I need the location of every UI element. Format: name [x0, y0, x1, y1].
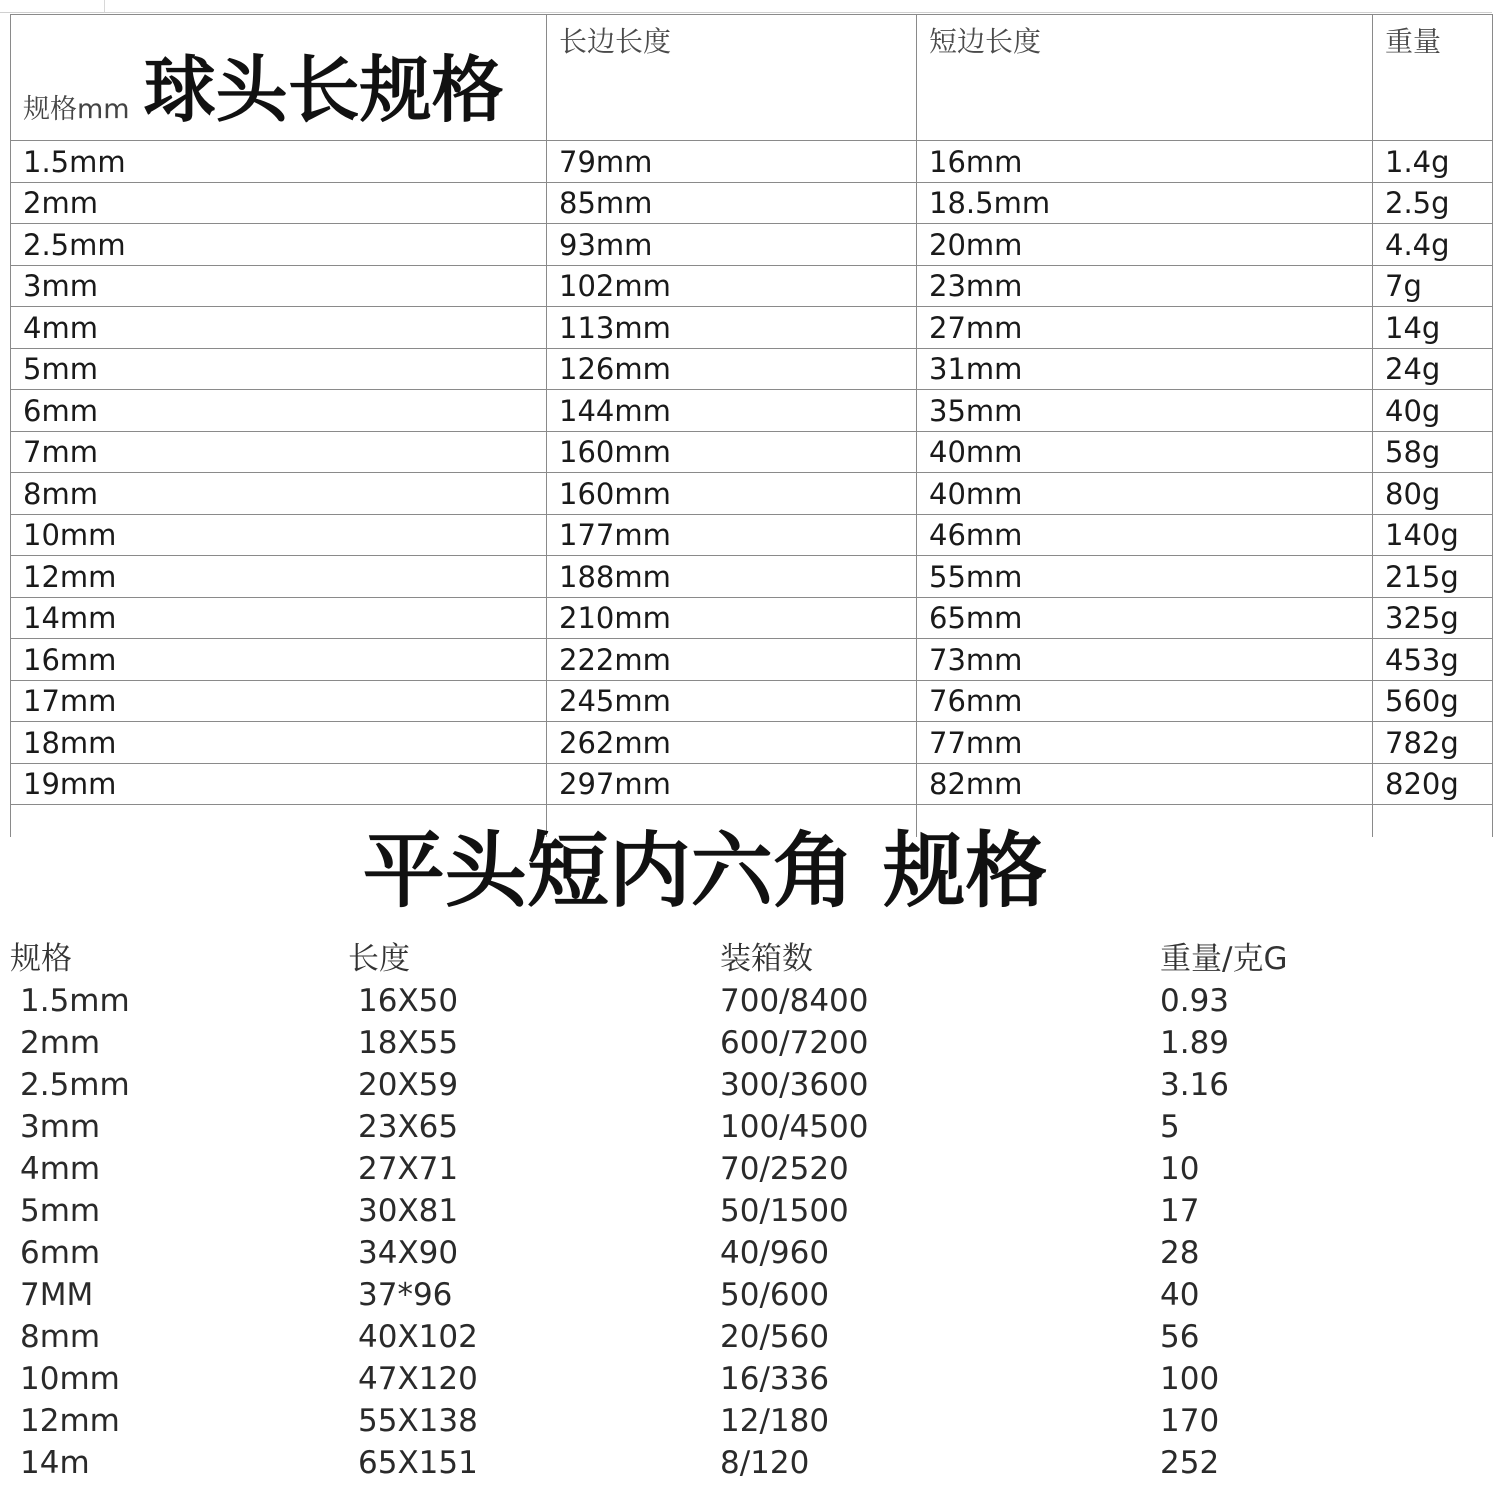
table-cell: 18X55: [358, 1025, 459, 1061]
table-cell: 300/3600: [720, 1067, 869, 1103]
table-cell: 40mm: [917, 473, 1373, 515]
table-cell: 65X151: [358, 1445, 478, 1481]
header-long-side: 长边长度: [547, 15, 917, 141]
table-cell: 82mm: [917, 763, 1373, 805]
table-cell: 3.16: [1160, 1067, 1230, 1103]
table-row: [10, 1442, 1410, 1484]
table-cell: 65mm: [917, 597, 1373, 639]
top-border-line: [0, 12, 1492, 13]
table-cell: 24g: [1373, 348, 1493, 390]
table-cell: 23X65: [358, 1109, 459, 1145]
table-cell: 102mm: [547, 265, 917, 307]
table-cell: 30X81: [358, 1193, 459, 1229]
table-cell: 820g: [1373, 763, 1493, 805]
table-row: [10, 1064, 1410, 1106]
table-header-row: [10, 938, 1410, 980]
table-cell: 10mm: [20, 1361, 120, 1397]
table-cell: 6mm: [11, 390, 547, 432]
table-cell: 126mm: [547, 348, 917, 390]
header-weight: 重量/克G: [1160, 941, 1288, 977]
table-cell: 188mm: [547, 556, 917, 598]
table-cell: 782g: [1373, 722, 1493, 764]
table-cell: 40mm: [917, 431, 1373, 473]
table-row: [10, 1316, 1410, 1358]
table-cell: 18mm: [11, 722, 547, 764]
table-cell: 85mm: [547, 182, 917, 224]
table-cell: 28: [1160, 1235, 1200, 1271]
table-row: [11, 307, 1493, 349]
table-row: [10, 1190, 1410, 1232]
table-cell: 215g: [1373, 556, 1493, 598]
table-cell: 20mm: [917, 224, 1373, 266]
table-cell: 18.5mm: [917, 182, 1373, 224]
table-row: [10, 1148, 1410, 1190]
table-cell: 31mm: [917, 348, 1373, 390]
table-row: [11, 763, 1493, 805]
table-cell: 93mm: [547, 224, 917, 266]
table-cell: 453g: [1373, 639, 1493, 681]
table-cell: 262mm: [547, 722, 917, 764]
table-cell: 1.4g: [1373, 141, 1493, 183]
table-cell: 16X50: [358, 983, 459, 1019]
table-cell: 40/960: [720, 1235, 830, 1271]
table-row: [10, 1022, 1410, 1064]
table-row: [11, 265, 1493, 307]
table-cell: 80g: [1373, 473, 1493, 515]
table-row: [10, 1358, 1410, 1400]
table-cell: 7MM: [20, 1277, 94, 1313]
table-cell: 100: [1160, 1361, 1220, 1397]
table-cell: 40X102: [358, 1319, 478, 1355]
table-cell: 3mm: [11, 265, 547, 307]
header-box-qty: 装箱数: [720, 941, 813, 977]
table-cell: 73mm: [917, 639, 1373, 681]
table-cell: 10mm: [11, 514, 547, 556]
table-row: [11, 514, 1493, 556]
table-cell: 160mm: [547, 473, 917, 515]
table-cell: 23mm: [917, 265, 1373, 307]
table-cell: 46mm: [917, 514, 1373, 556]
table-cell: 20X59: [358, 1067, 459, 1103]
table-cell: 177mm: [547, 514, 917, 556]
table-cell: 2.5g: [1373, 182, 1493, 224]
table-row: [11, 639, 1493, 681]
table-cell: 222mm: [547, 639, 917, 681]
table-cell: 77mm: [917, 722, 1373, 764]
table-cell: 210mm: [547, 597, 917, 639]
table-cell: 40: [1160, 1277, 1200, 1313]
table-cell: 4.4g: [1373, 224, 1493, 266]
table-cell: 140g: [1373, 514, 1493, 556]
table-cell: 4mm: [20, 1151, 101, 1187]
flat-head-short-hex-title: 平头短内六角 规格: [362, 824, 1048, 919]
table-cell: 1.89: [1160, 1025, 1230, 1061]
table-cell: 1.5mm: [11, 141, 547, 183]
table-cell: 325g: [1373, 597, 1493, 639]
table-cell: 14m: [20, 1445, 90, 1481]
table-row: [10, 1274, 1410, 1316]
table-row: [10, 1232, 1410, 1274]
table-cell: 27mm: [917, 307, 1373, 349]
flat-head-short-hex-spec-table: [10, 938, 1410, 1484]
table-cell: 5mm: [20, 1193, 101, 1229]
table-cell: 4mm: [11, 307, 547, 349]
table-header-row: [11, 15, 1493, 141]
table-cell: 1.5mm: [20, 983, 130, 1019]
top-edge-mark: [104, 0, 105, 12]
ball-head-long-spec-table: [10, 14, 1493, 837]
table-cell: 2.5mm: [20, 1067, 130, 1103]
table-cell: 0.93: [1160, 983, 1230, 1019]
table-cell: 6mm: [20, 1235, 101, 1271]
table-cell: 16mm: [11, 639, 547, 681]
table-cell: 12/180: [720, 1403, 830, 1439]
table-row: [11, 473, 1493, 515]
table-cell: 16mm: [917, 141, 1373, 183]
table-row: [11, 680, 1493, 722]
table-cell: 113mm: [547, 307, 917, 349]
table-cell: 10: [1160, 1151, 1200, 1187]
table-cell: 252: [1160, 1445, 1220, 1481]
table-cell: 2mm: [20, 1025, 101, 1061]
table-cell: 8mm: [11, 473, 547, 515]
table-row: [11, 348, 1493, 390]
table-cell: 160mm: [547, 431, 917, 473]
header-weight: 重量: [1373, 15, 1493, 141]
table-cell: 40g: [1373, 390, 1493, 432]
table-cell: 35mm: [917, 390, 1373, 432]
table-cell: 8mm: [20, 1319, 101, 1355]
table-cell: 12mm: [20, 1403, 120, 1439]
table-cell: 560g: [1373, 680, 1493, 722]
table-row: [11, 182, 1493, 224]
table-cell: 17mm: [11, 680, 547, 722]
table-cell: 7mm: [11, 431, 547, 473]
table-cell: 2mm: [11, 182, 547, 224]
table-cell: 7g: [1373, 265, 1493, 307]
table-cell: 20/560: [720, 1319, 830, 1355]
header-short-side: 短边长度: [917, 15, 1373, 141]
table-cell: 50/1500: [720, 1193, 849, 1229]
table-cell: 5mm: [11, 348, 547, 390]
table-row: [10, 980, 1410, 1022]
table-row: [11, 597, 1493, 639]
table-cell: 55X138: [358, 1403, 478, 1439]
header-title-cell: [11, 15, 547, 141]
table-cell: 8/120: [720, 1445, 810, 1481]
table-row: [10, 1400, 1410, 1442]
header-length: 长度: [348, 941, 410, 977]
spec-unit-label: 规格mm: [23, 94, 130, 125]
table-cell: 144mm: [547, 390, 917, 432]
table-cell: 55mm: [917, 556, 1373, 598]
table-cell: 79mm: [547, 141, 917, 183]
table-cell: 100/4500: [720, 1109, 869, 1145]
table-cell: 58g: [1373, 431, 1493, 473]
header-spec: 规格: [10, 941, 72, 977]
table-cell: 245mm: [547, 680, 917, 722]
table-row: [11, 141, 1493, 183]
table-cell: 19mm: [11, 763, 547, 805]
table-cell: 3mm: [20, 1109, 101, 1145]
table-cell: 14g: [1373, 307, 1493, 349]
table-cell: 14mm: [11, 597, 547, 639]
table-row: [11, 556, 1493, 598]
table-row: [11, 722, 1493, 764]
table-cell: 12mm: [11, 556, 547, 598]
table-cell: 50/600: [720, 1277, 830, 1313]
table-row: [10, 1106, 1410, 1148]
table-cell: 170: [1160, 1403, 1220, 1439]
table-row: [11, 390, 1493, 432]
table-cell: 70/2520: [720, 1151, 849, 1187]
table-cell: 297mm: [547, 763, 917, 805]
table-cell: 700/8400: [720, 983, 869, 1019]
table-row: [11, 431, 1493, 473]
table-cell: 2.5mm: [11, 224, 547, 266]
table-row: [11, 224, 1493, 266]
table-cell: 5: [1160, 1109, 1180, 1145]
table-cell: 17: [1160, 1193, 1200, 1229]
table-cell: 37*96: [358, 1277, 453, 1313]
table-cell: 56: [1160, 1319, 1200, 1355]
ball-head-title: 球头长规格: [143, 48, 504, 132]
table-cell: 76mm: [917, 680, 1373, 722]
table-cell: 47X120: [358, 1361, 478, 1397]
table-cell: 27X71: [358, 1151, 459, 1187]
table-cell: 34X90: [358, 1235, 459, 1271]
table-cell: 16/336: [720, 1361, 830, 1397]
table-cell: 600/7200: [720, 1025, 869, 1061]
